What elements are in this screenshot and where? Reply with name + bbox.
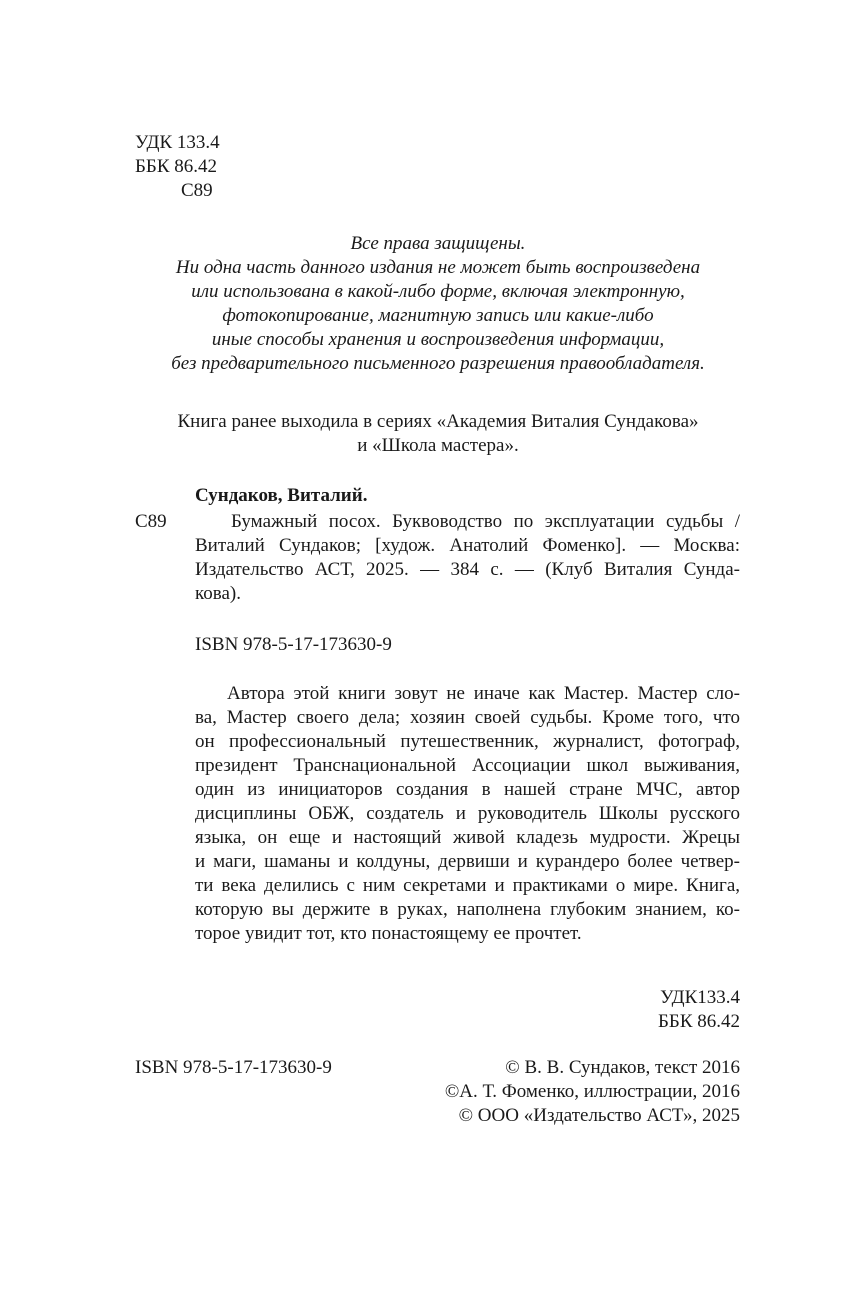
annotation-line: дисциплины ОБЖ, создатель и руководитель Школы русского [195,803,740,824]
udk-code: УДК 133.4 [135,132,220,153]
annotation-line: языка, он еще и настоящий живой кладезь мудрости. Жрецы [195,827,740,848]
annotation-line: президент Транснациональной Ассоциации школ выживания, [195,755,740,776]
footer-isbn: ISBN 978-5-17-173630-9 [135,1057,332,1078]
annotation-line: и маги, шаманы и колдуны, дервиши и курандеро более четвер- [195,851,740,872]
copyright-notices [380,1056,740,1128]
biblio-author-sign: С89 [135,511,167,532]
rights-notice [100,232,776,376]
author-heading: Сундаков, Виталий. [195,485,368,506]
annotation-line: Автора этой книги зовут не иначе как Мастер. Мастер сло- [227,683,740,704]
copyright-line: © В. В. Сундаков, текст 2016 [505,1057,740,1078]
annotation-line: торое увидит тот, кто понастоящему ее прочтет. [195,923,582,944]
bibliographic-description [195,510,740,606]
series-line: и «Школа мастера». [357,435,519,456]
copyright-line: ©А. Т. Фоменко, иллюстрации, 2016 [444,1081,740,1102]
biblio-line: Бумажный посох. Буквоводство по эксплуатации судьбы / [231,511,740,532]
annotation-udk: УДК133.4 [660,987,740,1008]
rights-line: Ни одна часть данного издания не может быть воспроизведена [175,257,701,278]
annotation-bbk: ББК 86.42 [658,1011,740,1032]
biblio-line: Издательство АСТ, 2025. — 384 с. — (Клуб Виталия Сунда- [195,559,740,580]
series-line: Книга ранее выходила в сериях «Академия Виталия Сундакова» [177,411,699,432]
annotation-codes [500,986,740,1034]
biblio-isbn: ISBN 978-5-17-173630-9 [195,634,392,655]
annotation-line: он профессиональный путешественник, журналист, фотограф, [195,731,740,752]
annotation [195,682,740,946]
rights-line: или использована в какой-либо форме, включая электронную, [191,281,685,302]
rights-line: Все права защищены. [350,233,526,254]
rights-line: без предварительного письменного разрешения правообладателя. [171,353,705,374]
classification-codes [135,131,220,203]
bbk-code: ББК 86.42 [135,156,217,177]
annotation-line: ти века делились с ним секретами и практиками о мире. Книга, [195,875,740,896]
annotation-line: которую вы держите в руках, наполнена глубоким знанием, ко- [195,899,740,920]
rights-line: иные способы хранения и воспроизведения информации, [211,329,665,350]
series-note [100,410,776,458]
annotation-line: один из инициаторов создания в нашей стране МЧС, автор [195,779,740,800]
annotation-line: ва, Мастер своего дела; хозяин своей судьбы. Кроме того, что [195,707,740,728]
biblio-line: кова). [195,583,241,604]
biblio-line: Виталий Сундаков; [худож. Анатолий Фоменко]. — Москва: [195,535,740,556]
copyright-line: © ООО «Издательство АСТ», 2025 [458,1105,740,1126]
author-sign: С89 [181,180,213,201]
rights-line: фотокопирование, магнитную запись или какие-либо [222,305,654,326]
